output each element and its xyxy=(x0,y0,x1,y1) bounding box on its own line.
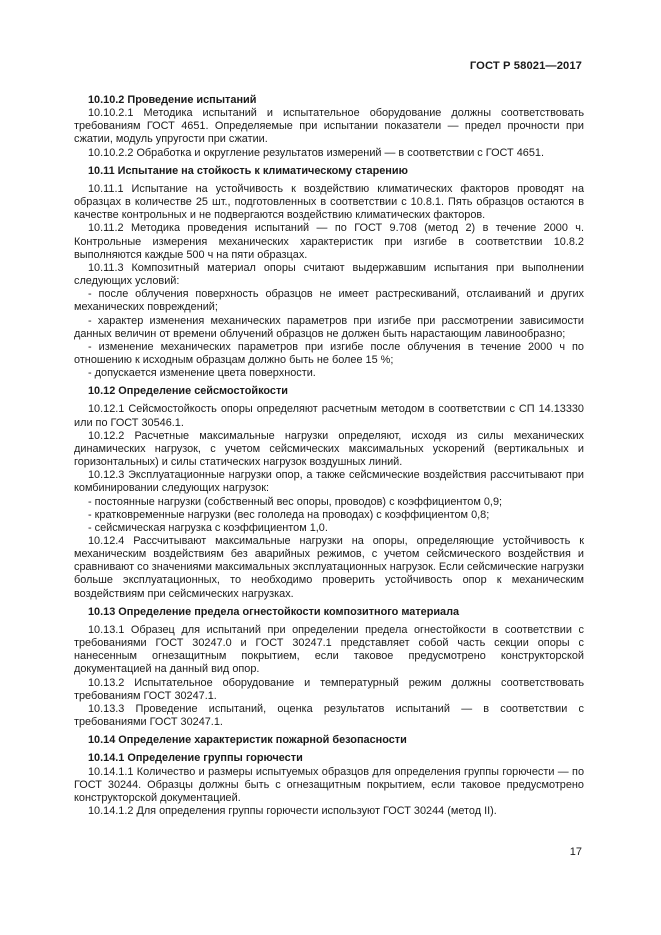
paragraph-10-11-1: 10.11.1 Испытание на устойчивость к воздействию климатических факторов проводят на образцах в количестве 25 шт., подготовленных в соответствии с 10.8.1. Пять образцов остаются в качестве контрольных и не подвергаются воздействию климатических факторов. xyxy=(74,182,584,222)
paragraph-10-14-1-1: 10.14.1.1 Количество и размеры испытуемых образцов для определения группы горючести — по ГОСТ 30244. Образцы должны быть с огнезащитным покрытием, если таковое предусмотрено конструкторской документацией. xyxy=(74,765,584,804)
paragraph-10-12-1: 10.12.1 Сейсмостойкость опоры определяют расчетным методом в соответствии с СП 14.13330 или по ГОСТ 30546.1. xyxy=(74,403,584,429)
paragraph-10-11-3: 10.11.3 Композитный материал опоры считают выдержавшим испытания при выполнении следующих условий: xyxy=(74,261,584,288)
heading-10-13: 10.13 Определение предела огнестойкости композитного материала xyxy=(88,605,460,618)
list-item: - допускается изменение цвета поверхности. xyxy=(88,367,316,380)
paragraph-10-13-2: 10.13.2 Испытательное оборудование и температурный режим должны соответствовать требованиям ГОСТ 30247.1. xyxy=(74,676,584,702)
list-item: - сейсмическая нагрузка с коэффициентом 1,0. xyxy=(88,521,328,534)
page-body xyxy=(74,94,584,818)
paragraph-10-10-2-1: 10.10.2.1 Методика испытаний и испытательное оборудование должны соответствовать требованиям ГОСТ 4651. Определяемые при испытании показатели — предел прочности при сжатии, модуль упругости при сжатии. xyxy=(74,107,584,146)
document-code: ГОСТ Р 58021—2017 xyxy=(469,60,582,72)
paragraph-10-12-3: 10.12.3 Эксплуатационные нагрузки опор, а также сейсмические воздействия рассчитывают при комбинировании следующих нагрузок: xyxy=(74,469,584,495)
paragraph-10-13-3: 10.13.3 Проведение испытаний, оценка результатов испытаний — в соответствии с требованиями ГОСТ 30247.1. xyxy=(74,702,584,729)
paragraph-10-12-4: 10.12.4 Рассчитывают максимальные нагрузки на опоры, определяющие устойчивость к механическим воздействиям без аварийных режимов, с учетом сейсмического воздействия и сравнивают со значениями максимальных эксплуатационных нагрузок. Если сейсмические нагрузки больше эксплуатационных, то необходимо проверить устойчивость опор к механическим воздействиям при сейсмических нагрузках. xyxy=(74,535,584,600)
list-item: - кратковременные нагрузки (вес гололеда на проводах) с коэффициентом 0,8; xyxy=(88,508,490,521)
heading-10-10-2: 10.10.2 Проведение испытаний xyxy=(88,94,257,106)
page-number: 17 xyxy=(569,846,582,858)
paragraph-10-13-1: 10.13.1 Образец для испытаний при определении предела огнестойкости в соответствии с требованиями ГОСТ 30247.0 и ГОСТ 30247.1 представляет собой часть секции опоры с нанесенным огнезащитным покрытием, если таковое предусмотрено конструкторской документацией на данный вид опор. xyxy=(74,623,584,676)
paragraph-10-14-1-2: 10.14.1.2 Для определения группы горючести используют ГОСТ 30244 (метод II). xyxy=(88,804,497,817)
heading-10-11: 10.11 Испытание на стойкость к климатическому старению xyxy=(88,164,408,177)
list-item: - характер изменения механических параметров при изгибе при рассмотрении зависимости данных величин от времени облучений образцов не должен быть нарастающим лавинообразно; xyxy=(74,314,584,340)
heading-10-14: 10.14 Определение характеристик пожарной безопасности xyxy=(88,734,407,747)
paragraph-10-11-2: 10.11.2 Методика проведения испытаний — по ГОСТ 9.708 (метод 2) в течение 2000 ч. Контрольные измерения механических характеристик при изгибе в соответствии 10.8.2 выполняются каждые 500 ч на пяти образцах. xyxy=(74,222,584,261)
heading-10-12: 10.12 Определение сейсмостойкости xyxy=(88,385,288,398)
heading-10-14-1: 10.14.1 Определение группы горючести xyxy=(88,752,303,765)
list-item: - постоянные нагрузки (собственный вес опоры, проводов) с коэффициентом 0,9; xyxy=(88,495,503,508)
list-item: - после облучения поверхность образцов не имеет растрескиваний, отслаиваний и других механических повреждений; xyxy=(74,288,584,314)
paragraph-10-12-2: 10.12.2 Расчетные максимальные нагрузки определяют, исходя из силы механических динамических нагрузок, с учетом сейсмических максимальных ускорений (вертикальных и горизонтальных) и силы статических нагрузок воздушных линий. xyxy=(74,429,584,469)
list-item: - изменение механических параметров при изгибе после облучения в течение 2000 ч по отношению к исходным образцам должно быть не более 15 %; xyxy=(74,340,584,366)
paragraph-10-10-2-2: 10.10.2.2 Обработка и округление результатов измерений — в соответствии с ГОСТ 4651. xyxy=(88,146,544,159)
